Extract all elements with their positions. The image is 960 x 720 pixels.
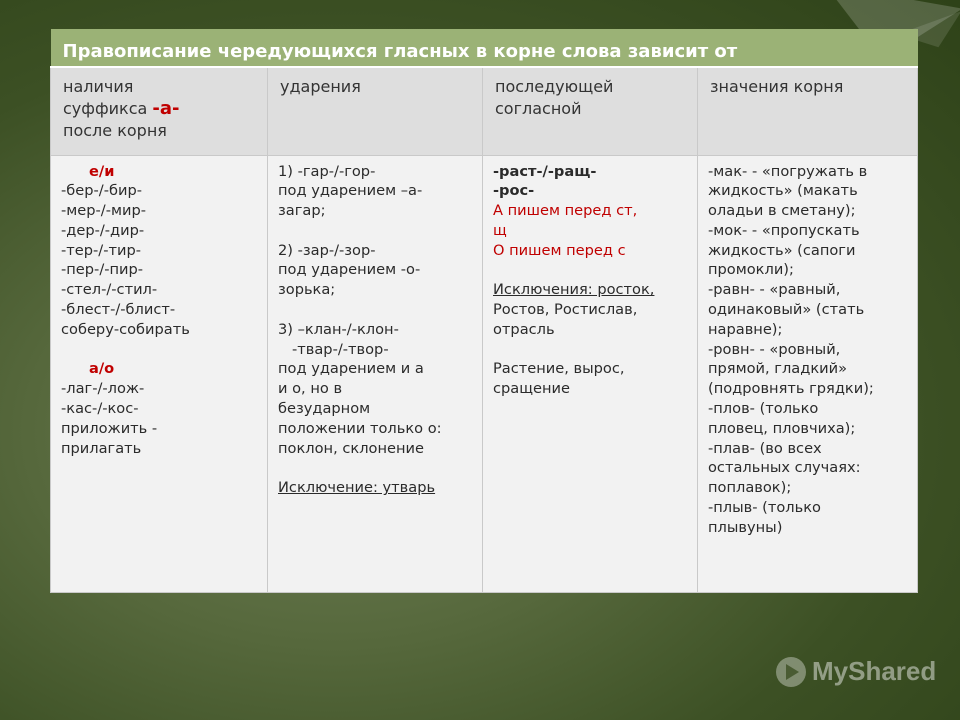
exception-utvar: Исключение: утварь	[278, 479, 436, 497]
cell-consonant-rules	[483, 155, 698, 592]
rule-text: плывуны)	[708, 518, 783, 536]
rule-text: под ударением –а-	[278, 182, 423, 200]
header-suffix	[51, 67, 268, 155]
content-row	[51, 155, 918, 592]
spacer	[493, 340, 691, 360]
example-sraschenie: сращение	[493, 380, 570, 398]
root-pair: -дер-/-дир-	[61, 221, 145, 239]
root-pair: -кас-/-кос-	[61, 400, 139, 418]
header-suffix-line2: суффикса	[63, 99, 153, 118]
rule-text: положении только о:	[278, 419, 442, 437]
rule-text: жидкость» (сапоги	[708, 241, 856, 259]
root-pair: -мер-/-мир-	[61, 202, 146, 220]
watermark-text: MyShared	[812, 656, 937, 686]
cell-stress-rules	[268, 155, 483, 592]
rule-ravn: -равн- - «равный,	[708, 281, 841, 299]
cell-meaning-rules	[698, 155, 918, 592]
rule-plav: -плав- (во всех	[708, 439, 822, 457]
header-row	[51, 67, 918, 155]
rule-klan-klon: 3) –клан-/-клон-	[278, 320, 399, 338]
spacer	[278, 458, 476, 478]
example-poklon: поклон, склонение	[278, 439, 424, 457]
root-pair: -тер-/-тир-	[61, 241, 141, 259]
rule-text: пловец, пловчиха);	[708, 419, 856, 437]
header-suffix-line3: после корня	[63, 121, 167, 140]
root-pair: -бер-/-бир-	[61, 182, 142, 200]
rule-text: и о, но в	[278, 380, 343, 398]
example-zorka: зорька;	[278, 281, 336, 299]
rule-a-before-sch: щ	[493, 221, 507, 239]
group-a-o-title: а/о	[89, 360, 115, 378]
spacer	[278, 221, 476, 241]
header-suffix-a: -а-	[152, 98, 180, 119]
example-soberu: соберу-собирать	[61, 320, 190, 338]
myshared-watermark	[776, 656, 936, 687]
rule-ros: -рос-	[493, 182, 535, 200]
example-prilozhit: приложить -	[61, 419, 158, 437]
rule-text: жидкость» (макать	[708, 182, 858, 200]
rule-text: под ударением и а	[278, 360, 424, 378]
rule-text: поплавок);	[708, 479, 792, 497]
header-suffix-line1: наличия	[63, 77, 134, 96]
root-pair: -стел-/-стил-	[61, 281, 158, 299]
rule-text: прямой, гладкий»	[708, 360, 848, 378]
root-pair: -пер-/-пир-	[61, 261, 144, 279]
group-e-i-title: е/и	[89, 162, 115, 180]
rule-text: (подровнять грядки);	[708, 380, 874, 398]
rule-mak: -мак- - «погружать в	[708, 162, 868, 180]
header-meaning: значения корня	[698, 67, 918, 155]
rule-text: оладьи в сметану);	[708, 202, 856, 220]
rule-text: безударном	[278, 400, 371, 418]
rule-mok: -мок- - «пропускать	[708, 221, 860, 239]
root-pair: -блест-/-блист-	[61, 301, 176, 319]
example-zagar: загар;	[278, 202, 326, 220]
rule-text: наравне);	[708, 320, 783, 338]
header-consonant: последующей согласной	[483, 67, 698, 155]
rule-plov: -плов- (только	[708, 400, 819, 418]
rule-rovn: -ровн- - «ровный,	[708, 340, 841, 358]
rule-text: остальных случаях:	[708, 459, 861, 477]
rule-a-before-st: А пишем перед ст,	[493, 202, 638, 220]
spacer	[278, 300, 476, 320]
rule-tvar-tvor: -твар-/-твор-	[292, 340, 389, 358]
rule-text: одинаковый» (стать	[708, 301, 865, 319]
rule-text: под ударением -о-	[278, 261, 421, 279]
spacer	[493, 260, 691, 280]
rule-o-before-s: О пишем перед с	[493, 241, 626, 259]
table-title: Правописание чередующихся гласных в корне слова зависит от	[51, 29, 918, 67]
exceptions-label: Исключения: росток,	[493, 281, 655, 299]
alternating-vowels-table	[50, 29, 918, 593]
cell-suffix-rules	[51, 155, 268, 592]
spacer	[61, 340, 261, 360]
root-pair: -лаг-/-лож-	[61, 380, 145, 398]
example-prilagat: прилагать	[61, 439, 142, 457]
rule-text: промокли);	[708, 261, 794, 279]
exception-text: Ростов, Ростислав,	[493, 301, 638, 319]
rule-rast-rasch: -раст-/-ращ-	[493, 162, 597, 180]
rule-plyv: -плыв- (только	[708, 499, 821, 517]
play-logo-icon	[776, 657, 806, 687]
example-rastenie: Растение, вырос,	[493, 360, 625, 378]
header-stress: ударения	[268, 67, 483, 155]
rule-gar-gor: 1) -гар-/-гор-	[278, 162, 376, 180]
rule-zar-zor: 2) -зар-/-зор-	[278, 241, 376, 259]
exception-text: отрасль	[493, 320, 555, 338]
